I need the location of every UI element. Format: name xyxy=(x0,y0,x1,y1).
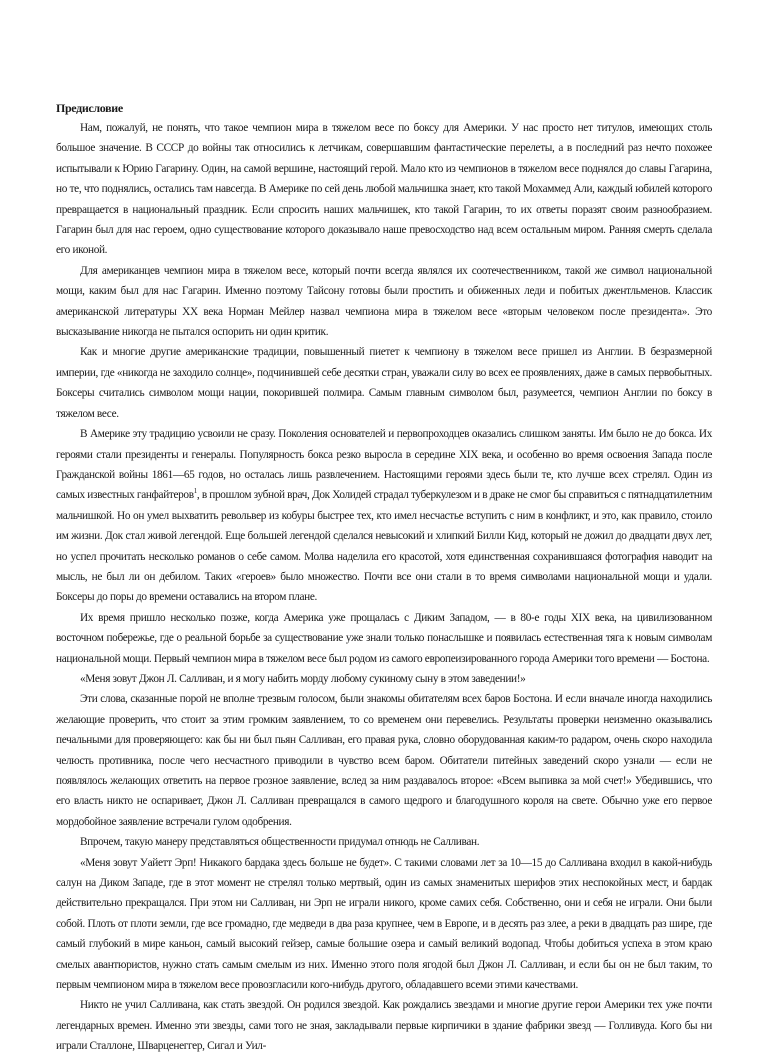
paragraph-5: Их время пришло несколько позже, когда Америка уже прощалась с Диким Западом, — в 80-е годы XIX века, на цивилизованном восточном побережье, где о реальной борьбе за существование уже знали только понаслышке и появилась естественная тяга к новым символам национальной мощи. Первый чемпион мира в тяжелом весе был родом из самого европеизированного города Америки того времени — Бостона. xyxy=(56,611,712,665)
paragraph-4-part-2: , в прошлом зубной врач, Док Холидей страдал туберкулезом и в драке не смог бы справиться с пятнадцатилетним мальчишкой. Но он умел выхватить револьвер из кобуры быстрее тех, кто имел несчастье вступить с ним в конфликт, и это, как правило, стоило им жизни. Док стал живой легендой. Еще большей легендой сделался невысокий и хлипкий Билли Кид, который не дожил до двадцати двух лет, но успел прочитать несколько романов о себе самом. Молва наделила его красотой, хотя единственная сохранившаяся фотография наводит на мысль, не был ли он дебилом. Таких «героев» было множество. Почти все они стали в то время символами национальной мощи и удали. Боксеры до поры до времени оставались на втором плане. xyxy=(56,489,712,604)
paragraph-8: «Меня зовут Уайетт Эрп! Никакого бардака здесь больше не будет». С такими словами лет за 10—15 до Салливана входил в какой-нибудь салун на Диком Западе, где в этот момент не стрелял только мертвый, один из самых знаменитых шерифов этих неспокойных мест, и бардак действительно прекращался. При этом ни Салливан, ни Эрп не играли никого, кроме самих себя. Собственно, они и себя не играли. Они были собой. Плоть от плоти земли, где все громадно, где медведи в два раза крупнее, чем в Европе, и в десять раз злее, а реки в двадцать раз шире, где самый глубокий в мире каньон, самый высокий гейзер, самые большие озера и самый великий водопад. Чтобы добиться успеха в этом краю смелых авантюристов, нужно стать самым смелым из них. Именно этого поля ягодой был Джон Л. Салливан, и если бы он не был таким, то первым чемпионом мира в тяжелом весе провозгласили кого-нибудь другого, обладавшего всеми этими качествами. xyxy=(56,856,712,992)
paragraph-1: Нам, пожалуй, не понять, что такое чемпион мира в тяжелом весе по боксу для Америки. У нас просто нет титулов, имеющих столь большое значение. В СССР до войны так относились к летчикам, совершавшим фантастические перелеты, а в последний раз нечто похожее испытывали к Юрию Гагарину. Один, на самой вершине, настоящий герой. Мало кто из чемпионов в тяжелом весе поднялся до славы Гагарина, но те, что поднялись, остались там навсегда. В Америке по сей день любой мальчишка знает, кто такой Мохаммед Али, каждый юбилей которого превращается в национальный праздник. Если спросить наших мальчишек, кто такой Гагарин, то их ответы поразят своим разнообразием. Гагарин был для нас героем, одно существование которого доказывало наше превосходство над всем остальным миром. Ранняя смерть сделала его иконой. xyxy=(56,122,712,257)
paragraph-3: Как и многие другие американские традиции, повышенный пиетет к чемпиону в тяжелом весе пришел из Англии. В безразмерной империи, где «никогда не заходило солнце», подчинившей себе десятки стран, уважали силу во всех ее проявлениях, даже в самых первобытных. Боксеры считались символом мощи нации, покорившей полмира. Самым главным символом был, разумеется, чемпион Англии по боксу в тяжелом весе. xyxy=(56,346,712,420)
section-heading: Предисловие xyxy=(56,101,123,115)
quote-sullivan: «Меня зовут Джон Л. Салливан, и я могу набить морду любому сукиному сыну в этом заведении!» xyxy=(80,672,526,685)
paragraph-9: Никто не учил Салливана, как стать звездой. Он родился звездой. Как рождались звездами и многие другие герои Америки тех уже почти легендарных времен. Именно эти звезды, сами того не зная, закладывали первые кирпичики в здание фабрики звезд — Голливуда. Кого бы ни играли Сталлоне, Шварценеггер, Сигал и Уил- xyxy=(56,999,712,1053)
paragraph-6: Эти слова, сказанные порой не вполне трезвым голосом, были знакомы обитателям всех баров Бостона. И если вначале иногда находились желающие проверить, что стоит за этим громким заявлением, то со временем они перевелись. Результаты проверки неизменно оказывались печальными для проверяющего: как бы ни был пьян Салливан, его правая рука, словно оборудованная каким-то радаром, очень скоро находила челюсть противника, после чего несчастного приводили в чувство всем баром. Обитатели питейных заведений скоро узнали — если не появлялось желающих ответить на первое грозное заявление, вслед за ним раздавалось второе: «Всем выпивка за мой счет!» Убедившись, что его власть никто не оспаривает, Джон Л. Салливан превращался в самого щедрого и благодушного короля на свете. Обычно уже его первое мордобойное заявление встречали гулом одобрения. xyxy=(56,693,712,828)
paragraph-4 xyxy=(56,424,712,608)
paragraph-7: Впрочем, такую манеру представляться общественности придумал отнюдь не Салливан. xyxy=(80,836,480,849)
paragraph-2: Для американцев чемпион мира в тяжелом весе, который почти всегда являлся их соотечественником, такой же символ национальной мощи, каким был для нас Гагарин. Именно поэтому Тайсону готовы были простить и обиженных леди и побитых джентльменов. Классик американской литературы XX века Норман Мейлер назвал чемпиона мира в тяжелом весе «вторым человеком после президента». Это высказывание никогда не пытался оспорить ни один критик. xyxy=(56,264,712,339)
document-page xyxy=(56,98,712,1057)
paragraph-4-part-1: В Америке эту традицию усвоили не сразу. Поколения основателей и первопроходцев оказались слишком заняты. Им было не до бокса. Их героями стали президенты и генералы. Популярность бокса резко выросла в середине XIX века, и особенно во время освоения Запада после Гражданской войны 1861—65 годов, но осталась лишь развлечением. Настоящими героями здесь были те, кто лучше всех стрелял. Один из самых известных ганфайтеров xyxy=(56,428,712,502)
footnote-marker: 1 xyxy=(193,487,197,496)
